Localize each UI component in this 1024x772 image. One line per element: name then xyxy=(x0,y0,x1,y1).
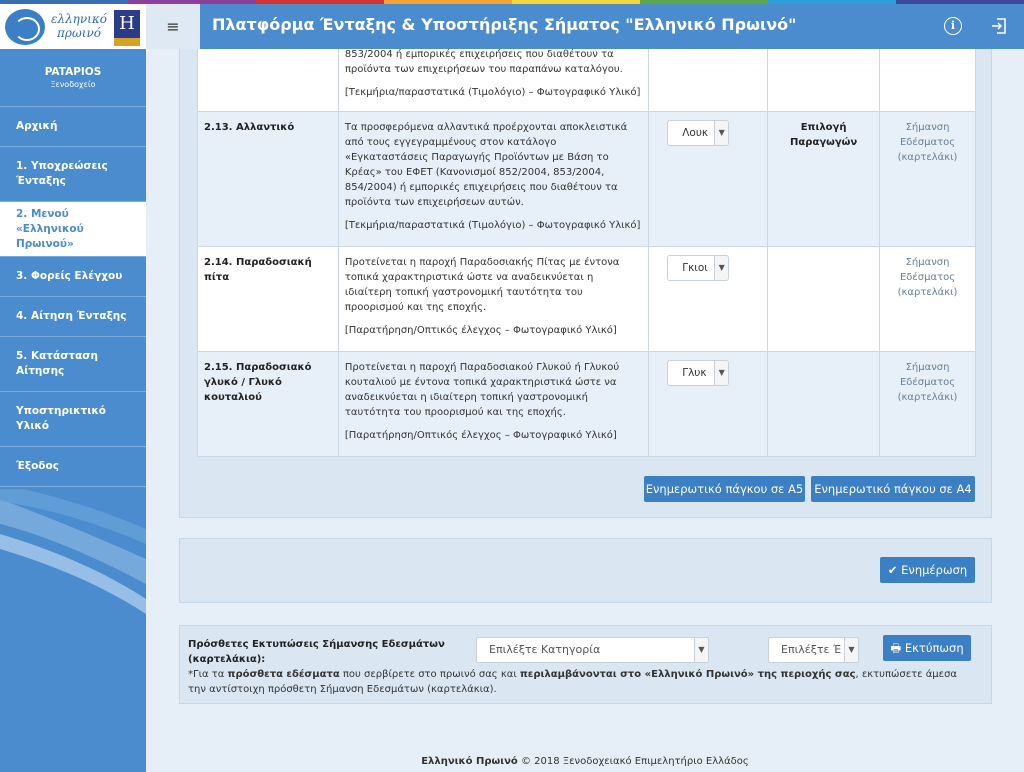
sidebar-item[interactable] xyxy=(0,147,146,202)
footer xyxy=(146,756,1024,767)
user-name: PATAPIOS xyxy=(44,66,102,78)
criterion-select-cell xyxy=(649,112,768,247)
logo[interactable] xyxy=(0,4,146,49)
item-choice-value: Λουκ xyxy=(682,127,709,139)
top-header xyxy=(0,4,1024,49)
sidebar-item[interactable] xyxy=(0,257,146,297)
item-select-value: Επιλέξτε Έ xyxy=(781,643,842,656)
table-row xyxy=(198,112,976,247)
chevron-down-icon: ▼ xyxy=(714,121,728,145)
table-row xyxy=(198,49,976,112)
criterion-select-cell xyxy=(649,352,768,457)
chevron-down-icon: ▼ xyxy=(694,638,708,662)
dish-label-link[interactable]: Σήμανση Εδέσματος (καρτελάκι) xyxy=(880,352,976,457)
choose-producers-link[interactable]: Επιλογή Παραγωγών xyxy=(768,112,880,247)
extra-prints-label: Πρόσθετες Εκτυπώσεις Σήμανσης Εδεσμάτων (καρτελάκια): xyxy=(188,639,445,665)
note-bold-1: πρόσθετα εδέσματα xyxy=(227,669,340,680)
criterion-description: 853/2004 ή εμπορικές επιχειρήσεις που διαθέτουν τα προϊόντα των επιχειρήσεων του παραπάνω καταλόγου. xyxy=(344,49,623,75)
extra-prints-panel xyxy=(179,625,992,704)
color-stripe-segment xyxy=(640,0,768,4)
sidebar-user xyxy=(0,49,146,107)
update-panel xyxy=(179,538,992,603)
item-choice-value: Γκιοι xyxy=(682,262,708,274)
color-stripe-segment xyxy=(896,0,1024,4)
footer-text: © 2018 Ξενοδοχειακό Επιμελητήριο Ελλάδος xyxy=(517,756,749,767)
criterion-title: 2.15. Παραδοσιακό γλυκό / Γλυκό κουταλιού xyxy=(198,352,339,457)
note-prefix: *Για τα xyxy=(188,669,228,680)
color-stripe-segment xyxy=(768,0,896,4)
extra-prints-note xyxy=(188,667,978,697)
sidebar-item[interactable] xyxy=(0,447,146,487)
color-stripe-segment xyxy=(0,0,128,4)
note-suffix: , εκτυπώσετε άμεσα την αντίστοιχη πρόσθετη Σήμανση Εδεσμάτων (καρτελάκια). xyxy=(188,669,957,695)
a5-button[interactable]: Ενημερωτικό πάγκου σε Α5 xyxy=(644,476,805,502)
menu-toggle-button[interactable]: ≡ xyxy=(146,4,200,49)
color-stripe-segment xyxy=(256,0,384,4)
criterion-description-cell xyxy=(338,49,648,112)
logo-text-line2: πρωινό xyxy=(57,26,101,40)
criteria-table xyxy=(197,49,976,457)
item-choice-value: Γλυκ xyxy=(682,367,707,379)
criterion-evidence: [Παρατήρηση/Οπτικός έλεγχος – Φωτογραφικό Υλικό] xyxy=(344,325,617,336)
color-stripe-segment xyxy=(512,0,640,4)
logo-text-line1: ελληνικό xyxy=(51,12,107,26)
criterion-title: 2.13. Αλλαντικό xyxy=(198,112,339,247)
dish-label-link xyxy=(880,49,976,112)
footer-brand: Ελληνικό Πρωινό xyxy=(421,756,518,767)
sidebar-item-label: 1. Υποχρεώσεις Ένταξης xyxy=(16,160,108,187)
hotels-badge-icon: H xyxy=(114,10,140,46)
sidebar-item[interactable] xyxy=(0,337,146,392)
logo-text xyxy=(50,12,108,40)
dish-label-link[interactable]: Σήμανση Εδέσματος (καρτελάκι) xyxy=(880,247,976,352)
sidebar-item-label: 5. Κατάσταση Αίτησης xyxy=(16,350,98,377)
criterion-description-cell xyxy=(338,112,648,247)
chevron-down-icon: ▼ xyxy=(714,361,728,385)
page-title: Πλατφόρμα Ένταξης & Υποστήριξης Σήματος "Ελληνικό Πρωινό" xyxy=(212,15,797,34)
color-stripe-segment xyxy=(384,0,512,4)
item-select[interactable] xyxy=(768,637,859,663)
user-role: Ξενοδοχείο xyxy=(50,80,96,89)
sidebar-item-label: Έξοδος xyxy=(16,460,59,472)
criterion-select-cell xyxy=(649,49,768,112)
main-content xyxy=(146,49,1024,772)
sidebar-item-label: 3. Φορείς Ελέγχου xyxy=(16,270,123,282)
criterion-description-cell xyxy=(338,352,648,457)
item-choice-select[interactable] xyxy=(667,255,729,281)
criterion-description: Προτείνεται η παροχή Παραδοσιακής Πίτας με έντονα τοπικά χαρακτηριστικά ώστε να αναδεικνύεται η ιδιαίτερη τοπική γαστρονομική ταυτότητα του προορισμού και της εποχής. xyxy=(344,257,620,313)
a4-button[interactable]: Ενημερωτικό πάγκου σε Α4 xyxy=(811,476,975,502)
info-icon[interactable]: i xyxy=(944,17,962,35)
table-row xyxy=(198,352,976,457)
note-bold-2: περιλαμβάνονται στο «Ελληνικό Πρωινό» της περιοχής σας xyxy=(519,669,856,680)
criterion-evidence: [Τεκμήρια/παραστατικά (Τιμολόγιο) – Φωτογραφικό Υλικό] xyxy=(344,87,641,98)
sidebar-item[interactable] xyxy=(0,107,146,147)
table-row xyxy=(198,247,976,352)
chevron-down-icon: ▼ xyxy=(844,638,858,662)
logout-icon[interactable] xyxy=(990,17,1008,35)
sidebar-item[interactable] xyxy=(0,297,146,337)
sidebar-item-label: Υποστηρικτικό Υλικό xyxy=(16,405,107,432)
criterion-select-cell xyxy=(649,247,768,352)
sidebar xyxy=(0,49,146,772)
choose-producers-link xyxy=(768,247,880,352)
choose-producers-link xyxy=(768,352,880,457)
sidebar-item-label: 2. Μενού «Ελληνικού Πρωινού» xyxy=(16,207,84,250)
dish-label-link[interactable]: Σήμανση Εδέσματος (καρτελάκι) xyxy=(880,112,976,247)
sidebar-item-label: 4. Αίτηση Ένταξης xyxy=(16,310,127,322)
logo-emblem-icon xyxy=(5,9,45,45)
item-choice-select[interactable] xyxy=(667,360,729,386)
category-select[interactable] xyxy=(476,637,709,663)
item-choice-select[interactable] xyxy=(667,120,729,146)
decorative-waves xyxy=(0,489,146,639)
category-select-value: Επιλέξτε Κατηγορία xyxy=(489,643,601,656)
criteria-panel xyxy=(179,49,992,518)
update-button[interactable]: ✔ Ενημέρωση xyxy=(880,557,975,583)
sidebar-item[interactable] xyxy=(0,202,146,257)
print-button[interactable]: 🖶 Εκτύπωση xyxy=(883,635,971,661)
sidebar-item[interactable] xyxy=(0,392,146,447)
note-mid: που σερβίρετε στο πρωινό σας και xyxy=(339,669,520,680)
criterion-title xyxy=(198,49,339,112)
criterion-evidence: [Τεκμήρια/παραστατικά (Τιμολόγιο) – Φωτογραφικό Υλικό] xyxy=(344,220,641,231)
criterion-title: 2.14. Παραδοσιακή πίτα xyxy=(198,247,339,352)
criterion-description: Προτείνεται η παροχή Παραδοσιακού Γλυκού ή Γλυκού κουταλιού με έντονα τοπικά χαρακτηριστικά ώστε να αναδεικνύεται η ιδιαίτερη τοπική γαστρονομική ταυτότητα του προορισμού και της εποχής. xyxy=(344,362,620,418)
chevron-down-icon: ▼ xyxy=(714,256,728,280)
choose-producers-link xyxy=(768,49,880,112)
criterion-description: Τα προσφερόμενα αλλαντικά προέρχονται αποκλειστικά από τους εγγεγραμμένους στον κατάλογο «Εγκαταστάσεις Παραγωγής Προϊόντων με Βάση το Κρέας» του ΕΦΕΤ (Κανονισμοί 852/2004, 853/2004, 854/2004) ή εμπορικές επιχειρήσεις που διαθέτουν τα προϊόντα των επιχειρήσεων αυτών. xyxy=(344,122,628,208)
criterion-description-cell xyxy=(338,247,648,352)
color-stripe xyxy=(0,0,1024,4)
criterion-evidence: [Παρατήρηση/Οπτικός έλεγχος – Φωτογραφικό Υλικό] xyxy=(344,430,617,441)
color-stripe-segment xyxy=(128,0,256,4)
sidebar-item-label: Αρχική xyxy=(16,120,58,132)
